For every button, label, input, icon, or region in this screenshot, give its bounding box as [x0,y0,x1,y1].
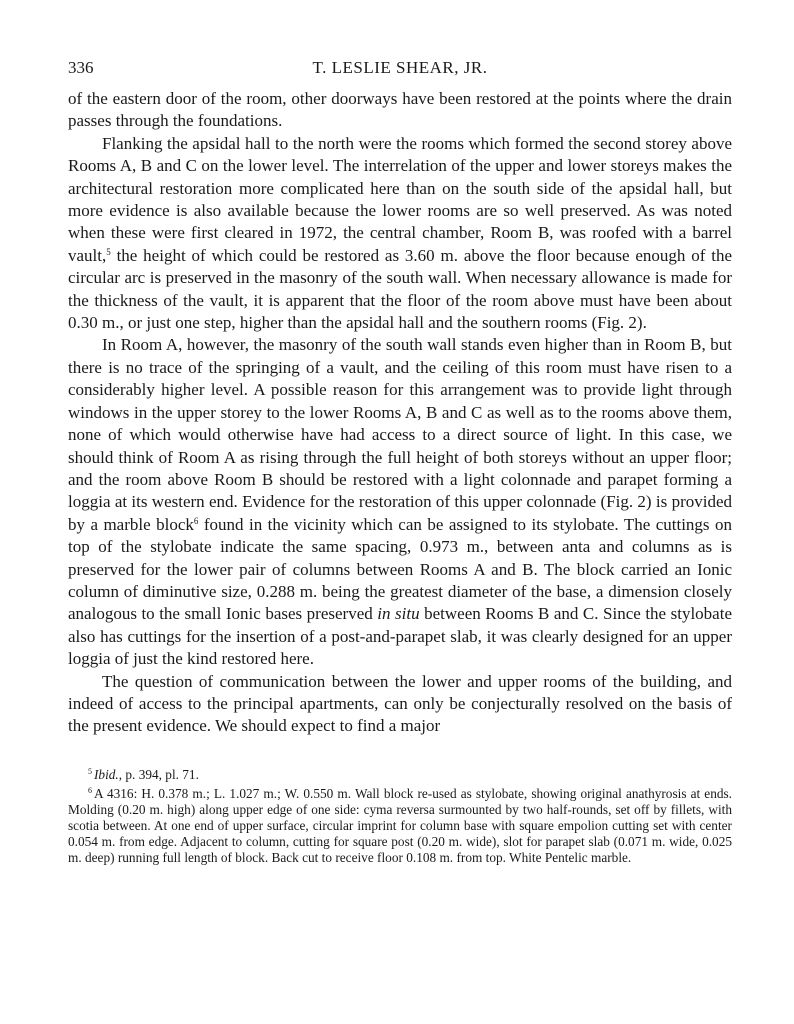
running-title: T. LESLIE SHEAR, JR. [312,58,488,77]
page-number: 336 [68,58,94,77]
paragraph: In Room A, however, the masonry of the south wall stands even higher than in Room B, but there is no trace of the springing of a vault, and the ceiling of this room must have risen to a considerably higher level. A possible reason for this arrangement was to provide light through windows in the upper storey to the lower Rooms A, B and C as well as to the rooms above them, none of which would otherwise have had access to a direct source of light. In this case, we should think of Room A as rising through the full height of both storeys without an upper floor; and the room above Room B should be restored with a light colonnade and parapet forming a loggia at its western end. Evidence for the restoration of this upper colonnade (Fig. 2) is provided by a marble block$^6$ found in the vicinity which can be assigned to its stylobate. The cuttings on top of the stylobate indicate the same spacing, 0.973 m., between anta and columns as is preserved for the lower pair of columns between Rooms A and B. The block carried an Ionic column of diminutive size, 0.288 m. being the greatest diameter of the base, a dimension closely analogous to the small Ionic bases preserved in situ between Rooms B and C. Since the stylobate also has cuttings for the insertion of a post-and-parapet slab, it was clearly designed for an upper loggia of just the kind restored here. [68,335,732,669]
paragraph: Flanking the apsidal hall to the north were the rooms which formed the second storey above Rooms A, B and C on the lower level. The interrelation of the upper and lower storeys makes the architectural restoration more complicated here than on the south side of the apsidal hall, but more evidence is also available because the lower rooms are so well preserved. As was noted when these were first cleared in 1972, the central chamber, Room B, was roofed with a barrel vault,$^5$ the height of which could be restored as 3.60 m. above the floor because enough of the circular arc is preserved in the masonry of the south wall. When necessary allowance is made for the thickness of the vault, it is apparent that the floor of the room above must have been about 0.30 m., or just one step, higher than the apsidal hall and the southern rooms (Fig. 2). [68,133,732,333]
paragraph: The question of communication between the lower and upper rooms of the building, and indeed of access to the principal apartments, can only be conjecturally resolved on the basis of the present evidence. We should expect to find a major [68,671,732,736]
footnote-ref: 5 [106,246,111,257]
footnote-ref: 6 [193,515,199,526]
footnote: $^5$ Ibid., p. 394, pl. 71. [88,766,199,782]
footnote: $^6$ A 4316: H. 0.378 m.; L. 1.027 m.; W. 0.550 m. Wall block re-used as stylobate, showing original anathyrosis at ends. Molding (0.20 m. high) along upper edge of one side: cyma reversa surmounted by two half-rounds, set off by fillets, with scotia between. At one end of upper surface, circular imprint for column base with square empolion cutting set with center 0.054 m. from edge. Adjacent to column, cutting for square post (0.20 m. wide), slot for parapet slab (0.071 m. wide, 0.025 m. deep) running full length of block. Back cut to receive floor 0.108 m. from top. White Pentelic marble. [68,785,732,866]
page-header [68,58,732,88]
paragraph: of the eastern door of the room, other doorways have been restored at the points where the drain passes through the foundations. [68,89,732,131]
footnotes [68,764,732,867]
page [68,58,732,866]
body-text [68,88,732,738]
